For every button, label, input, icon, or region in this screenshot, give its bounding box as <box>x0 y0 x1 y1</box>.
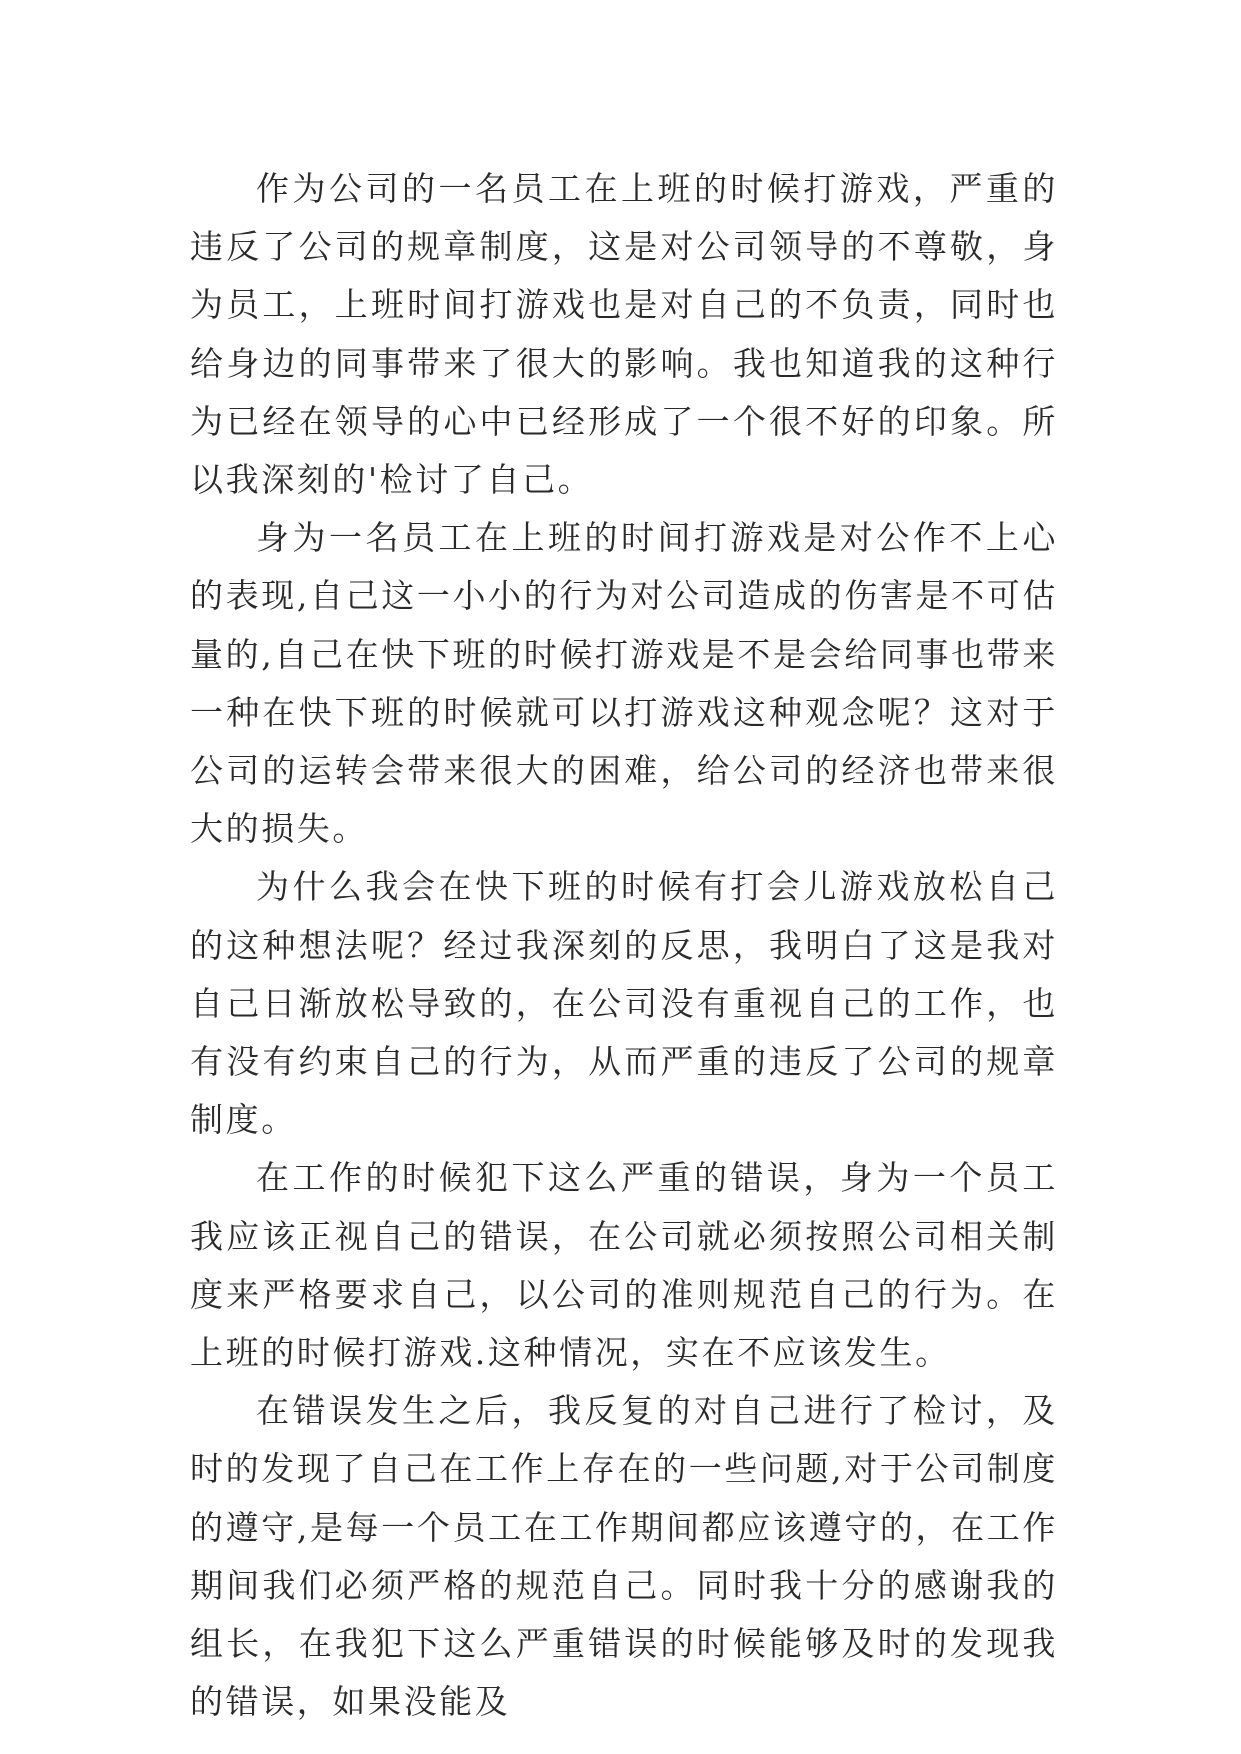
paragraph-2: 身为一名员工在上班的时间打游戏是对公作不上心的表现,自己这一小小的行为对公司造成的伤害是不可估量的,自己在快下班的时候打游戏是不是会给同事也带来一种在快下班的时候就可以打游戏这种观念呢？这对于公司的运转会带来很大的困难，给公司的经济也带来很大的损失。 <box>190 518 1058 849</box>
paragraph-5: 在错误发生之后，我反复的对自己进行了检讨，及时的发现了自己在工作上存在的一些问题,对于公司制度的遵守,是每一个员工在工作期间都应该遵守的，在工作期间我们必须严格的规范自己。同时我十分的感谢我的组长，在我犯下这么严重错误的时候能够及时的发现我的错误，如果没能及 <box>190 1391 1058 1722</box>
paragraph-4: 在工作的时候犯下这么严重的错误，身为一个员工我应该正视自己的错误，在公司就必须按照公司相关制度来严格要求自己，以公司的准则规范自己的行为。在上班的时候打游戏.这种情况，实在不应该发生。 <box>190 1158 1058 1373</box>
document-body <box>190 160 1058 1731</box>
paragraph-3: 为什么我会在快下班的时候有打会儿游戏放松自己的这种想法呢？经过我深刻的反思，我明白了这是我对自己日渐放松导致的，在公司没有重视自己的工作，也有没有约束自己的行为，从而严重的违反了公司的规章制度。 <box>190 867 1058 1140</box>
paragraph-1: 作为公司的一名员工在上班的时候打游戏，严重的违反了公司的规章制度，这是对公司领导的不尊敬，身为员工，上班时间打游戏也是对自己的不负责，同时也给身边的同事带来了很大的影响。我也知道我的这种行为已经在领导的心中已经形成了一个很不好的印象。所以我深刻的'检讨了自己。 <box>190 169 1058 500</box>
